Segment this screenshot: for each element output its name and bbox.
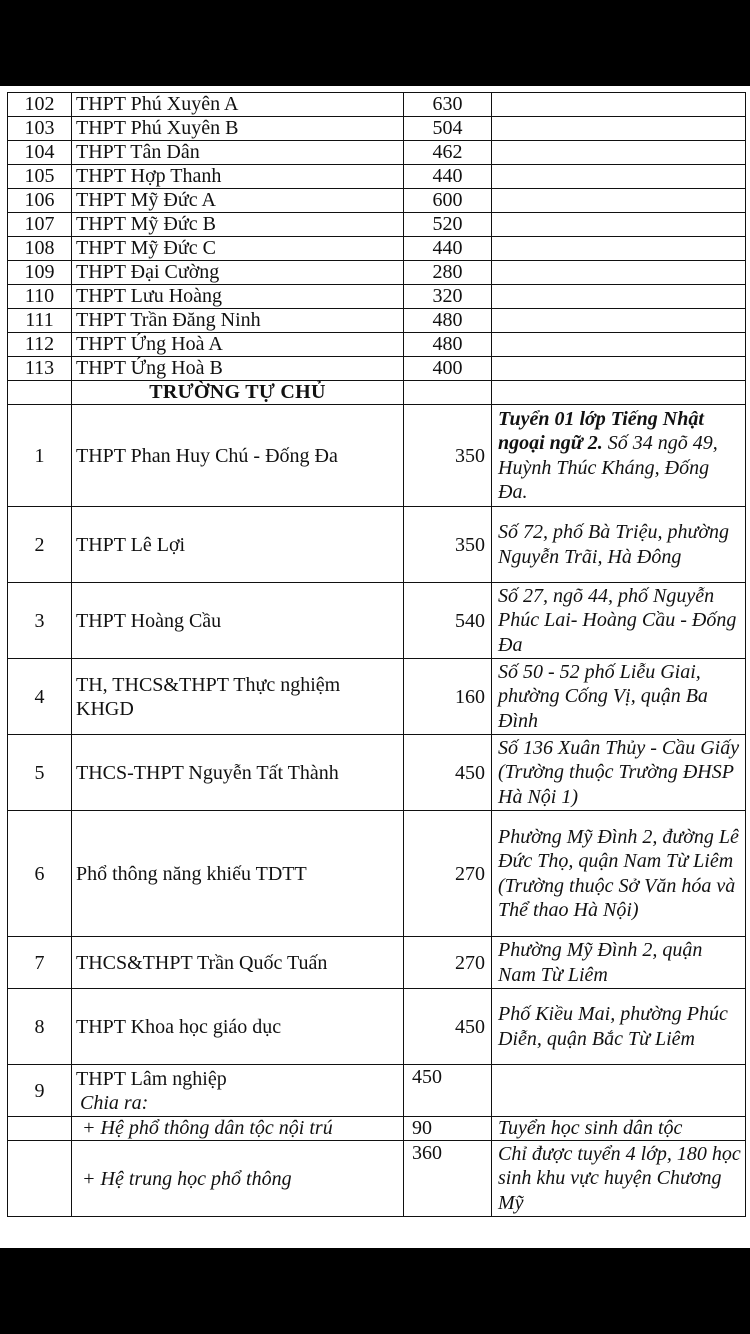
table-row xyxy=(8,507,746,583)
school-name-cell: THPT Phan Huy Chú - Đống Đa xyxy=(72,405,404,507)
note-text: Số 34 ngõ 49, Huỳnh Thúc Kháng, Đống Đa. xyxy=(498,432,718,503)
quota-cell: 320 xyxy=(404,285,492,309)
note-cell: Số 72, phố Bà Triệu, phường Nguyễn Trãi, Hà Đông xyxy=(492,507,746,583)
quota-cell: 400 xyxy=(404,357,492,381)
stt-cell: 111 xyxy=(8,309,72,333)
quota-cell: 450 xyxy=(404,735,492,811)
quota-cell: 600 xyxy=(404,189,492,213)
sub-row xyxy=(8,1117,746,1141)
note-cell xyxy=(492,93,746,117)
school-name-cell: THPT Mỹ Đức A xyxy=(72,189,404,213)
note-cell: Phố Kiều Mai, phường Phúc Diễn, quận Bắc Từ Liêm xyxy=(492,989,746,1065)
stt-cell: 106 xyxy=(8,189,72,213)
table-row xyxy=(8,357,746,381)
note-cell: Số 136 Xuân Thủy - Cầu Giấy (Trường thuộc Trường ĐHSP Hà Nội 1) xyxy=(492,735,746,811)
table-row xyxy=(8,189,746,213)
note-cell: Phường Mỹ Đình 2, quận Nam Từ Liêm xyxy=(492,937,746,989)
school-name-cell: THPT Lê Lợi xyxy=(72,507,404,583)
school-quota-table xyxy=(7,92,746,1217)
quota-cell: 270 xyxy=(404,811,492,937)
quota-cell: 480 xyxy=(404,309,492,333)
empty-cell xyxy=(404,381,492,405)
quota-cell: 450 xyxy=(404,1065,492,1117)
bottom-black-bar xyxy=(0,1248,750,1334)
empty-cell xyxy=(8,1117,72,1141)
stt-cell: 103 xyxy=(8,117,72,141)
sub-row xyxy=(8,1141,746,1217)
split-label: Chia ra: xyxy=(80,1091,149,1114)
quota-cell: 160 xyxy=(404,659,492,735)
stt-cell: 112 xyxy=(8,333,72,357)
note-cell xyxy=(492,261,746,285)
sub-program-name: + Hệ trung học phổ thông xyxy=(72,1141,404,1217)
stt-cell: 7 xyxy=(8,937,72,989)
table-row xyxy=(8,1065,746,1117)
school-name-cell: THPT Phú Xuyên A xyxy=(72,93,404,117)
table-row xyxy=(8,659,746,735)
stt-cell: 2 xyxy=(8,507,72,583)
school-name-cell: THPT Mỹ Đức C xyxy=(72,237,404,261)
note-cell: Số 27, ngõ 44, phố Nguyễn Phúc Lai- Hoàng Cầu - Đống Đa xyxy=(492,583,746,659)
school-name: THPT Lâm nghiệp xyxy=(76,1067,227,1090)
quota-cell: 462 xyxy=(404,141,492,165)
sub-program-name: + Hệ phổ thông dân tộc nội trú xyxy=(72,1117,404,1141)
note-cell xyxy=(492,285,746,309)
school-name-cell: THPT Khoa học giáo dục xyxy=(72,989,404,1065)
stt-cell: 4 xyxy=(8,659,72,735)
stt-cell: 9 xyxy=(8,1065,72,1117)
section-title: TRƯỜNG TỰ CHỦ xyxy=(72,381,404,405)
school-name-cell: THPT Ứng Hoà A xyxy=(72,333,404,357)
school-name-cell: THPT Trần Đăng Ninh xyxy=(72,309,404,333)
stt-cell: 8 xyxy=(8,989,72,1065)
school-name-cell: THPT Phú Xuyên B xyxy=(72,117,404,141)
quota-cell: 440 xyxy=(404,237,492,261)
note-cell xyxy=(492,357,746,381)
table-row xyxy=(8,93,746,117)
section-header-row xyxy=(8,381,746,405)
note-cell xyxy=(492,213,746,237)
note-cell: Phường Mỹ Đình 2, đường Lê Đức Thọ, quận Nam Từ Liêm (Trường thuộc Sở Văn hóa và Thể thao Hà Nội) xyxy=(492,811,746,937)
quota-cell: 350 xyxy=(404,507,492,583)
quota-cell: 480 xyxy=(404,333,492,357)
table-row xyxy=(8,165,746,189)
table-row xyxy=(8,735,746,811)
note-cell xyxy=(492,141,746,165)
empty-cell xyxy=(8,1141,72,1217)
note-cell xyxy=(492,237,746,261)
table-row xyxy=(8,141,746,165)
quota-cell: 280 xyxy=(404,261,492,285)
school-name-cell: THPT Hoàng Cầu xyxy=(72,583,404,659)
note-cell: Tuyển học sinh dân tộc xyxy=(492,1117,746,1141)
stt-cell: 102 xyxy=(8,93,72,117)
school-name-cell: THPT Đại Cường xyxy=(72,261,404,285)
school-name-cell: TH, THCS&THPT Thực nghiệm KHGD xyxy=(72,659,404,735)
quota-cell: 520 xyxy=(404,213,492,237)
stt-cell: 108 xyxy=(8,237,72,261)
table-row xyxy=(8,213,746,237)
quota-cell: 630 xyxy=(404,93,492,117)
table-row xyxy=(8,237,746,261)
school-name-cell: Phổ thông năng khiếu TDTT xyxy=(72,811,404,937)
top-black-bar xyxy=(0,0,750,86)
stt-cell: 3 xyxy=(8,583,72,659)
table-row xyxy=(8,811,746,937)
stt-cell: 105 xyxy=(8,165,72,189)
table-row xyxy=(8,117,746,141)
document-page xyxy=(0,86,750,1248)
quota-cell: 540 xyxy=(404,583,492,659)
table-body xyxy=(8,93,746,1217)
stt-cell: 113 xyxy=(8,357,72,381)
quota-cell: 360 xyxy=(404,1141,492,1217)
quota-cell: 270 xyxy=(404,937,492,989)
school-name-cell: THPT Lưu Hoàng xyxy=(72,285,404,309)
school-name-cell: THPT Hợp Thanh xyxy=(72,165,404,189)
school-name-cell: THCS&THPT Trần Quốc Tuấn xyxy=(72,937,404,989)
stt-cell: 1 xyxy=(8,405,72,507)
quota-cell: 350 xyxy=(404,405,492,507)
quota-cell: 90 xyxy=(404,1117,492,1141)
stt-cell: 6 xyxy=(8,811,72,937)
school-name-cell xyxy=(72,1065,404,1117)
quota-cell: 450 xyxy=(404,989,492,1065)
table-row xyxy=(8,405,746,507)
note-cell: Chỉ được tuyển 4 lớp, 180 học sinh khu vực huyện Chương Mỹ xyxy=(492,1141,746,1217)
note-cell: Số 50 - 52 phố Liễu Giai, phường Cống Vị, quận Ba Đình xyxy=(492,659,746,735)
note-emphasis: Tuyển 01 lớp Tiếng Nhật ngoại ngữ 2. xyxy=(498,407,704,454)
note-cell xyxy=(492,189,746,213)
stt-cell: 107 xyxy=(8,213,72,237)
stt-cell: 5 xyxy=(8,735,72,811)
table-row xyxy=(8,583,746,659)
table-row xyxy=(8,309,746,333)
quota-cell: 504 xyxy=(404,117,492,141)
empty-cell xyxy=(8,381,72,405)
stt-cell: 109 xyxy=(8,261,72,285)
note-cell xyxy=(492,117,746,141)
table-row xyxy=(8,937,746,989)
school-name-cell: THPT Mỹ Đức B xyxy=(72,213,404,237)
table-row xyxy=(8,989,746,1065)
quota-cell: 440 xyxy=(404,165,492,189)
note-cell xyxy=(492,165,746,189)
table-row xyxy=(8,285,746,309)
note-cell xyxy=(492,309,746,333)
stt-cell: 110 xyxy=(8,285,72,309)
stt-cell: 104 xyxy=(8,141,72,165)
note-cell xyxy=(492,1065,746,1117)
empty-cell xyxy=(492,381,746,405)
school-name-cell: THPT Tân Dân xyxy=(72,141,404,165)
school-name-cell: THPT Ứng Hoà B xyxy=(72,357,404,381)
school-name-cell: THCS-THPT Nguyễn Tất Thành xyxy=(72,735,404,811)
note-cell xyxy=(492,333,746,357)
note-cell xyxy=(492,405,746,507)
table-row xyxy=(8,333,746,357)
table-row xyxy=(8,261,746,285)
